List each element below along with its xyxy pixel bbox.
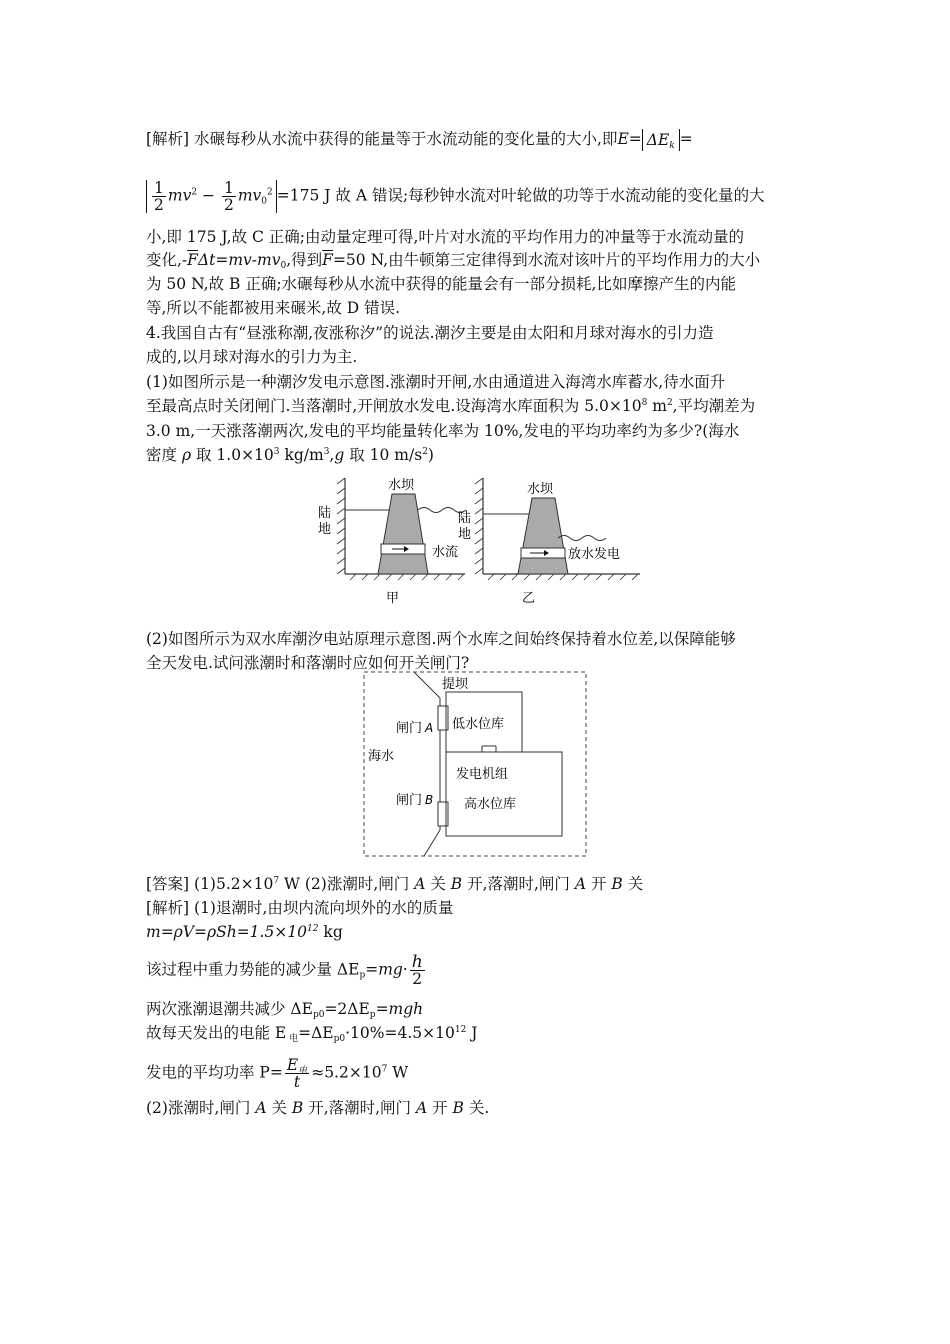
text: $\overline{F}$ bbox=[187, 251, 198, 269]
text: A bbox=[414, 875, 426, 893]
text: 7 bbox=[273, 876, 280, 886]
text: 8 bbox=[641, 398, 648, 408]
land-label: 陆 bbox=[458, 511, 472, 526]
tidal-power-figure bbox=[300, 470, 660, 610]
flow-label: 水流 bbox=[432, 545, 459, 560]
text: , bbox=[329, 446, 335, 464]
text: 开,落潮时,闸门 bbox=[462, 875, 575, 893]
text: =175 J 故 A 错误;每秒钟水流对叶轮做的功等于水流动能的变化量的大 bbox=[276, 186, 765, 205]
double-reservoir-figure bbox=[362, 670, 590, 860]
text: 3 bbox=[323, 447, 330, 457]
text: 故每天发出的电能 E bbox=[146, 1024, 287, 1042]
solution-line-6 bbox=[146, 1057, 408, 1090]
text: =ΔE bbox=[298, 1024, 334, 1042]
text: = bbox=[679, 130, 693, 148]
question-part2-line-2: 全天发电.试问涨潮时和落潮时应如何开关闸门? bbox=[146, 654, 470, 672]
analysis-line-1 bbox=[146, 128, 693, 151]
solution-line-1: [解析] (1)退潮时,由坝内流向坝外的水的质量 bbox=[146, 899, 454, 917]
text: B bbox=[291, 1099, 304, 1117]
question-line-3: (1)如图所示是一种潮汐发电示意图.涨潮时开闸,水由通道进入海湾水库蓄水,待水面升 bbox=[146, 373, 726, 391]
fraction bbox=[222, 180, 236, 213]
text: 发电的平均功率 P= bbox=[146, 1063, 283, 1082]
text: 关 bbox=[622, 875, 644, 893]
text: h bbox=[411, 952, 423, 972]
gate-a-label: 闸门 bbox=[396, 721, 423, 736]
analysis-line-4 bbox=[146, 249, 760, 271]
text: =2ΔE bbox=[324, 1000, 370, 1018]
text: 两次涨潮退潮共减少 ΔE bbox=[146, 1000, 313, 1018]
text: [解析] 水碾每秒从水流中获得的能量等于水流动能的变化量的大小,即 bbox=[146, 130, 618, 148]
solution-line-7 bbox=[146, 1097, 489, 1119]
low-reservoir-label: 低水位库 bbox=[452, 717, 505, 732]
text: m=ρV=ρSh=1.5×10 bbox=[146, 923, 308, 941]
text: 2 bbox=[154, 196, 164, 214]
solution-line-4 bbox=[146, 998, 423, 1020]
text: p0 bbox=[312, 1010, 325, 1020]
text: A bbox=[574, 875, 587, 893]
text: = bbox=[628, 130, 642, 148]
text: 取 10 m/s bbox=[344, 446, 423, 464]
text: 12 bbox=[454, 1025, 467, 1035]
dike-label: 提坝 bbox=[442, 677, 469, 692]
land-label: 陆 bbox=[318, 506, 332, 521]
text: Δt=mv-mv bbox=[197, 251, 281, 269]
question-line-6 bbox=[146, 444, 434, 466]
text: 密度 bbox=[146, 446, 182, 464]
question-part2-line-1: (2)如图所示为双水库潮汐电站原理示意图.两个水库之间始终保持着水位差,以保障能够 bbox=[146, 630, 736, 648]
text: m bbox=[647, 397, 667, 415]
fraction bbox=[410, 954, 425, 987]
text: 2 bbox=[422, 447, 428, 457]
question-line-2: 成的,以月球对海水的引力为主. bbox=[146, 348, 358, 366]
caption-yi: 乙 bbox=[522, 591, 536, 606]
text: 开 bbox=[586, 875, 612, 893]
text: ,得到 bbox=[286, 251, 323, 269]
abs-value: $\frac{1}{2}$ $mv^2$ − $\frac{1}{2}$ $mv_0^2$ bbox=[146, 180, 277, 213]
text: (2)涨潮时,闸门 bbox=[146, 1099, 256, 1117]
analysis-line-3: 小,即 175 J,故 C 正确;由动量定理可得,叶片对水流的平均作用力的冲量等于水流动量的 bbox=[146, 228, 744, 246]
gate-b-letter: B bbox=[425, 793, 434, 807]
text: E bbox=[286, 1056, 299, 1074]
text: 电 bbox=[286, 1034, 299, 1044]
caption-jia: 甲 bbox=[386, 591, 400, 606]
text: 2 bbox=[412, 970, 423, 988]
text: mv bbox=[167, 186, 192, 205]
text: mv bbox=[237, 186, 262, 205]
text: 1 bbox=[154, 179, 164, 197]
text: E bbox=[617, 130, 629, 148]
text: ρ bbox=[181, 446, 192, 464]
text: 关 bbox=[266, 1099, 292, 1117]
analysis-line-5: 为 50 N,故 B 正确;水碾每秒从水流中获得的能量会有一部分损耗,比如摩擦产生的内能 bbox=[146, 275, 736, 293]
text: kg/m bbox=[279, 446, 324, 464]
text: ΔE bbox=[646, 131, 670, 149]
text: ·10%=4.5×10 bbox=[345, 1024, 455, 1042]
text: p0 bbox=[333, 1034, 346, 1044]
solution-line-5 bbox=[146, 1022, 477, 1044]
text: g bbox=[334, 446, 345, 464]
text: W bbox=[387, 1063, 409, 1082]
question-line-5: 3.0 m,一天涨落潮两次,发电的平均能量转化率为 10%,发电的平均功率约为多少?(海水 bbox=[146, 422, 740, 440]
abs-value bbox=[642, 129, 680, 151]
text: 变化,- bbox=[146, 251, 188, 269]
text: ,平均潮差为 bbox=[672, 397, 756, 415]
text: 该过程中重力势能的减少量 ΔE bbox=[146, 960, 360, 979]
text: p bbox=[369, 1010, 376, 1020]
text: 至最高点时关闭闸门.当落潮时,开闸放水发电.设海湾水库面积为 5.0×10 bbox=[146, 397, 642, 415]
gate-a-letter: A bbox=[425, 721, 434, 735]
fraction bbox=[152, 180, 166, 213]
text: B bbox=[611, 875, 623, 893]
text: 2 bbox=[666, 398, 673, 408]
text: 1 bbox=[223, 179, 234, 197]
text: kg bbox=[318, 923, 343, 941]
land-label: 地 bbox=[318, 522, 332, 537]
text: A bbox=[415, 1099, 428, 1117]
text: ) bbox=[427, 446, 434, 464]
fraction bbox=[285, 1057, 309, 1090]
dam-label: 水坝 bbox=[388, 478, 415, 493]
text: B bbox=[450, 875, 463, 893]
text: k bbox=[669, 141, 675, 151]
analysis-line-6: 等,所以不能都被用来碾米,故 D 错误. bbox=[146, 299, 401, 317]
text: − bbox=[202, 186, 216, 205]
analysis-line-2 bbox=[146, 180, 765, 213]
text bbox=[285, 1057, 309, 1074]
text: 电 bbox=[298, 1066, 308, 1076]
text: =mg· bbox=[365, 960, 408, 979]
text: =50 N,由牛顿第三定律得到水流对该叶片的平均作用力的大小 bbox=[332, 251, 761, 269]
text: 7 bbox=[381, 1064, 388, 1075]
text: A bbox=[255, 1099, 267, 1117]
solution-line-3 bbox=[146, 954, 427, 987]
dam-label: 水坝 bbox=[527, 482, 554, 497]
text: 3 bbox=[273, 447, 280, 457]
text: t bbox=[293, 1073, 301, 1091]
text: W (2)涨潮时,闸门 bbox=[279, 875, 415, 893]
text: =mgh bbox=[375, 1000, 424, 1018]
question-line-4 bbox=[146, 395, 755, 417]
text: J bbox=[466, 1024, 478, 1042]
text: 2 bbox=[223, 196, 234, 214]
text: 12 bbox=[307, 924, 319, 934]
sea-label: 海水 bbox=[368, 749, 395, 764]
solution-line-2 bbox=[146, 921, 343, 943]
answer-line bbox=[146, 873, 643, 895]
generator-label: 发电机组 bbox=[456, 767, 509, 782]
text: $\overline{F}$ bbox=[322, 251, 333, 269]
high-reservoir-label: 高水位库 bbox=[464, 797, 517, 812]
text: 取 1.0×10 bbox=[191, 446, 274, 464]
text: 关. bbox=[463, 1099, 490, 1117]
text: 关 bbox=[425, 875, 451, 893]
text: 开,落潮时,闸门 bbox=[303, 1099, 416, 1117]
text: 0 bbox=[261, 196, 268, 207]
gate-b-label: 闸门 bbox=[396, 793, 423, 808]
text: B bbox=[452, 1099, 464, 1117]
text: [答案] (1)5.2×10 bbox=[146, 875, 274, 893]
question-line-1: 4.我国自古有“昼涨称潮,夜涨称汐”的说法.潮汐主要是由太阳和月球对海水的引力造 bbox=[146, 324, 714, 342]
generation-label: 放水发电 bbox=[568, 547, 621, 562]
land-label: 地 bbox=[458, 527, 472, 542]
text: 开 bbox=[427, 1099, 453, 1117]
figure-left bbox=[318, 477, 471, 606]
figure-right bbox=[475, 478, 640, 606]
text: 0 bbox=[280, 261, 287, 271]
text: ≈5.2×10 bbox=[311, 1063, 382, 1082]
text: p bbox=[359, 970, 366, 981]
